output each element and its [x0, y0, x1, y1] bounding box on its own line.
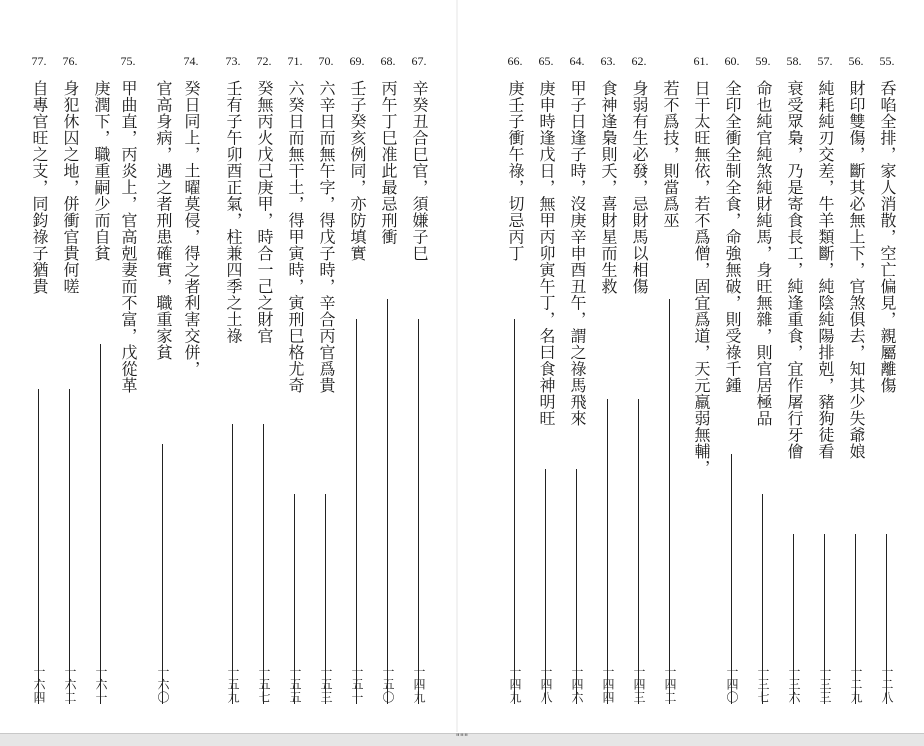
- entry-67: [408, 54, 430, 704]
- leader-line: [38, 389, 39, 704]
- page-ref: 一五〇: [381, 665, 395, 704]
- entry-65: [535, 54, 557, 704]
- entry-68: [377, 54, 399, 704]
- entry-number: 62.: [631, 54, 647, 68]
- entry-text: 丙午丁巳准此最忌刑衝: [379, 80, 398, 245]
- entry-number: 67.: [411, 54, 427, 68]
- page-ref: 一五五: [288, 665, 302, 704]
- entry-text: 庚壬子衝午祿，切忌丙丁: [506, 80, 525, 262]
- entry-number: 65.: [538, 54, 554, 68]
- entry-number: 74.: [183, 54, 199, 68]
- entry-text: 全印全衝全制全食，命強無破，則受祿千鍾: [723, 80, 742, 394]
- leader-line: [387, 299, 388, 704]
- page-ref: 一三三: [818, 665, 832, 704]
- entry-number: 75.: [120, 54, 136, 68]
- entry-number: 68.: [380, 54, 396, 68]
- entry-number: 60.: [724, 54, 740, 68]
- entry-number: 58.: [786, 54, 802, 68]
- entry-number: 77.: [31, 54, 47, 68]
- entry-59: [752, 54, 774, 704]
- entry-number: 55.: [879, 54, 895, 68]
- page-ref: 一二八: [880, 665, 894, 704]
- page-ref: 一五九: [226, 665, 240, 704]
- entry-74: [180, 54, 202, 704]
- entry-text: 衰受眾梟，乃是寄食長工，純逢重食，宜作屠行牙儈: [785, 80, 804, 460]
- page-ref: 一六二: [63, 665, 77, 704]
- leader-line: [232, 424, 233, 704]
- entry-text: 六辛日而無午字，得戊子時，辛合丙官爲貴: [317, 80, 336, 394]
- entry-text: 若不爲技，則當爲巫: [661, 80, 680, 229]
- entry-number: 61.: [693, 54, 709, 68]
- page-ref: 一四四: [601, 665, 615, 704]
- entry-77: [28, 54, 50, 704]
- entry-63: [597, 54, 619, 704]
- page-ref: 一三七: [756, 665, 770, 704]
- entry-66: [504, 54, 526, 704]
- page-ref: 一四八: [539, 665, 553, 704]
- page-ref: 一六四: [32, 665, 46, 704]
- entry-text: 辛癸丑合巳官，須嫌子巳: [410, 80, 429, 262]
- page-ref: 一二九: [849, 665, 863, 704]
- entry-number: 71.: [287, 54, 303, 68]
- entry-75-continued: [90, 54, 112, 704]
- page-ref: 一四九: [412, 665, 426, 704]
- page-ref: 一六〇: [156, 665, 170, 704]
- entry-55: [876, 54, 898, 704]
- entry-number: 72.: [256, 54, 272, 68]
- leader-line: [263, 424, 264, 704]
- page-ref: 一六一: [94, 665, 108, 704]
- page-ref: 一四〇: [725, 665, 739, 704]
- entry-74-continued: [152, 54, 174, 704]
- entry-text: 日干太旺無依，若不爲僧，固宜爲道，天元羸弱無輔，: [692, 80, 711, 476]
- page-ref: 一五三: [319, 665, 333, 704]
- entry-text: 庚申時逢戊日，無甲丙卯寅午丁，名曰食神明旺: [537, 80, 556, 427]
- leader-line: [638, 399, 639, 704]
- entry-text: 呑啗全排，家人消散，空亡偏見，親屬離傷: [878, 80, 897, 394]
- entry-text: 財印雙傷，斷其必無上下，官煞俱去，知其少失爺娘: [847, 80, 866, 460]
- entry-number: 59.: [755, 54, 771, 68]
- entry-58: [783, 54, 805, 704]
- entry-text: 癸無丙火戊己庚甲，時合一己之財官: [255, 80, 274, 344]
- entry-text: 甲子日逢子時，沒庚辛申酉丑午，謂之祿馬飛來: [568, 80, 587, 427]
- leader-line: [669, 299, 670, 704]
- viewer-status-bar: [0, 733, 924, 746]
- entry-60: [721, 54, 743, 704]
- page-ref: 一五一: [350, 665, 364, 704]
- page-ref: 一四三: [632, 665, 646, 704]
- entry-64: [566, 54, 588, 704]
- entry-57: [814, 54, 836, 704]
- entry-text: 命也純官純煞純財純馬，身旺無雜，則官居極品: [754, 80, 773, 427]
- entry-76: [59, 54, 81, 704]
- entry-number: 70.: [318, 54, 334, 68]
- entry-73: [222, 54, 244, 704]
- entry-number: 69.: [349, 54, 365, 68]
- entry-75: [117, 54, 139, 704]
- entry-text: 六癸日而無干土，得甲寅時，寅刑巳格尤奇: [286, 80, 305, 394]
- entry-text: 癸日同上，土曜莫侵，得之者利害交併，: [182, 80, 201, 377]
- entry-number: 64.: [569, 54, 585, 68]
- leader-line: [607, 399, 608, 704]
- entry-text: 官高身病，遇之者刑患確實，職重家貧: [154, 80, 173, 361]
- entry-62: [628, 54, 650, 704]
- entry-text: 食神逢梟則夭，喜財星而生救: [599, 80, 618, 295]
- page-ref: 一四九: [508, 665, 522, 704]
- entry-number: 66.: [507, 54, 523, 68]
- entry-71: [284, 54, 306, 704]
- page-ref: 一三六: [787, 665, 801, 704]
- entry-61: [690, 54, 712, 704]
- page-ref: 一四二: [663, 665, 677, 704]
- leader-line: [100, 344, 101, 704]
- entry-number: 63.: [600, 54, 616, 68]
- leader-line: [418, 319, 419, 704]
- page-ref: 一五七: [257, 665, 271, 704]
- entry-text: 壬有子午卯酉正氣，柱兼四季之土祿: [224, 80, 243, 344]
- page-gutter: [456, 0, 458, 732]
- entry-text: 甲曲直，丙炎上，官高剋妻而不富，戊從革: [119, 80, 138, 394]
- page-ref: 一四六: [570, 665, 584, 704]
- entry-56: [845, 54, 867, 704]
- leader-line: [356, 319, 357, 704]
- entry-number: 56.: [848, 54, 864, 68]
- entry-text: 身犯休囚之地，併衝官貴何嗟: [61, 80, 80, 295]
- entry-number: 57.: [817, 54, 833, 68]
- leader-line: [69, 389, 70, 704]
- entry-72: [253, 54, 275, 704]
- entry-text: 純耗純刃交差，牛羊類斷，純陰純陽排剋，豬狗徒看: [816, 80, 835, 460]
- entry-text: 壬子癸亥例同，亦防填實: [348, 80, 367, 262]
- entry-number: 76.: [62, 54, 78, 68]
- resize-grip-icon[interactable]: """: [455, 733, 469, 743]
- leader-line: [514, 319, 515, 704]
- entry-text: 身弱有生必發，忌財馬以相傷: [630, 80, 649, 295]
- entry-61-continued: [659, 54, 681, 704]
- entry-69: [346, 54, 368, 704]
- entry-70: [315, 54, 337, 704]
- entry-text: 庚潤下，職重嗣少而自貧: [92, 80, 111, 262]
- entry-number: 73.: [225, 54, 241, 68]
- entry-text: 自專官旺之支，同鈞祿子猶貴: [30, 80, 49, 295]
